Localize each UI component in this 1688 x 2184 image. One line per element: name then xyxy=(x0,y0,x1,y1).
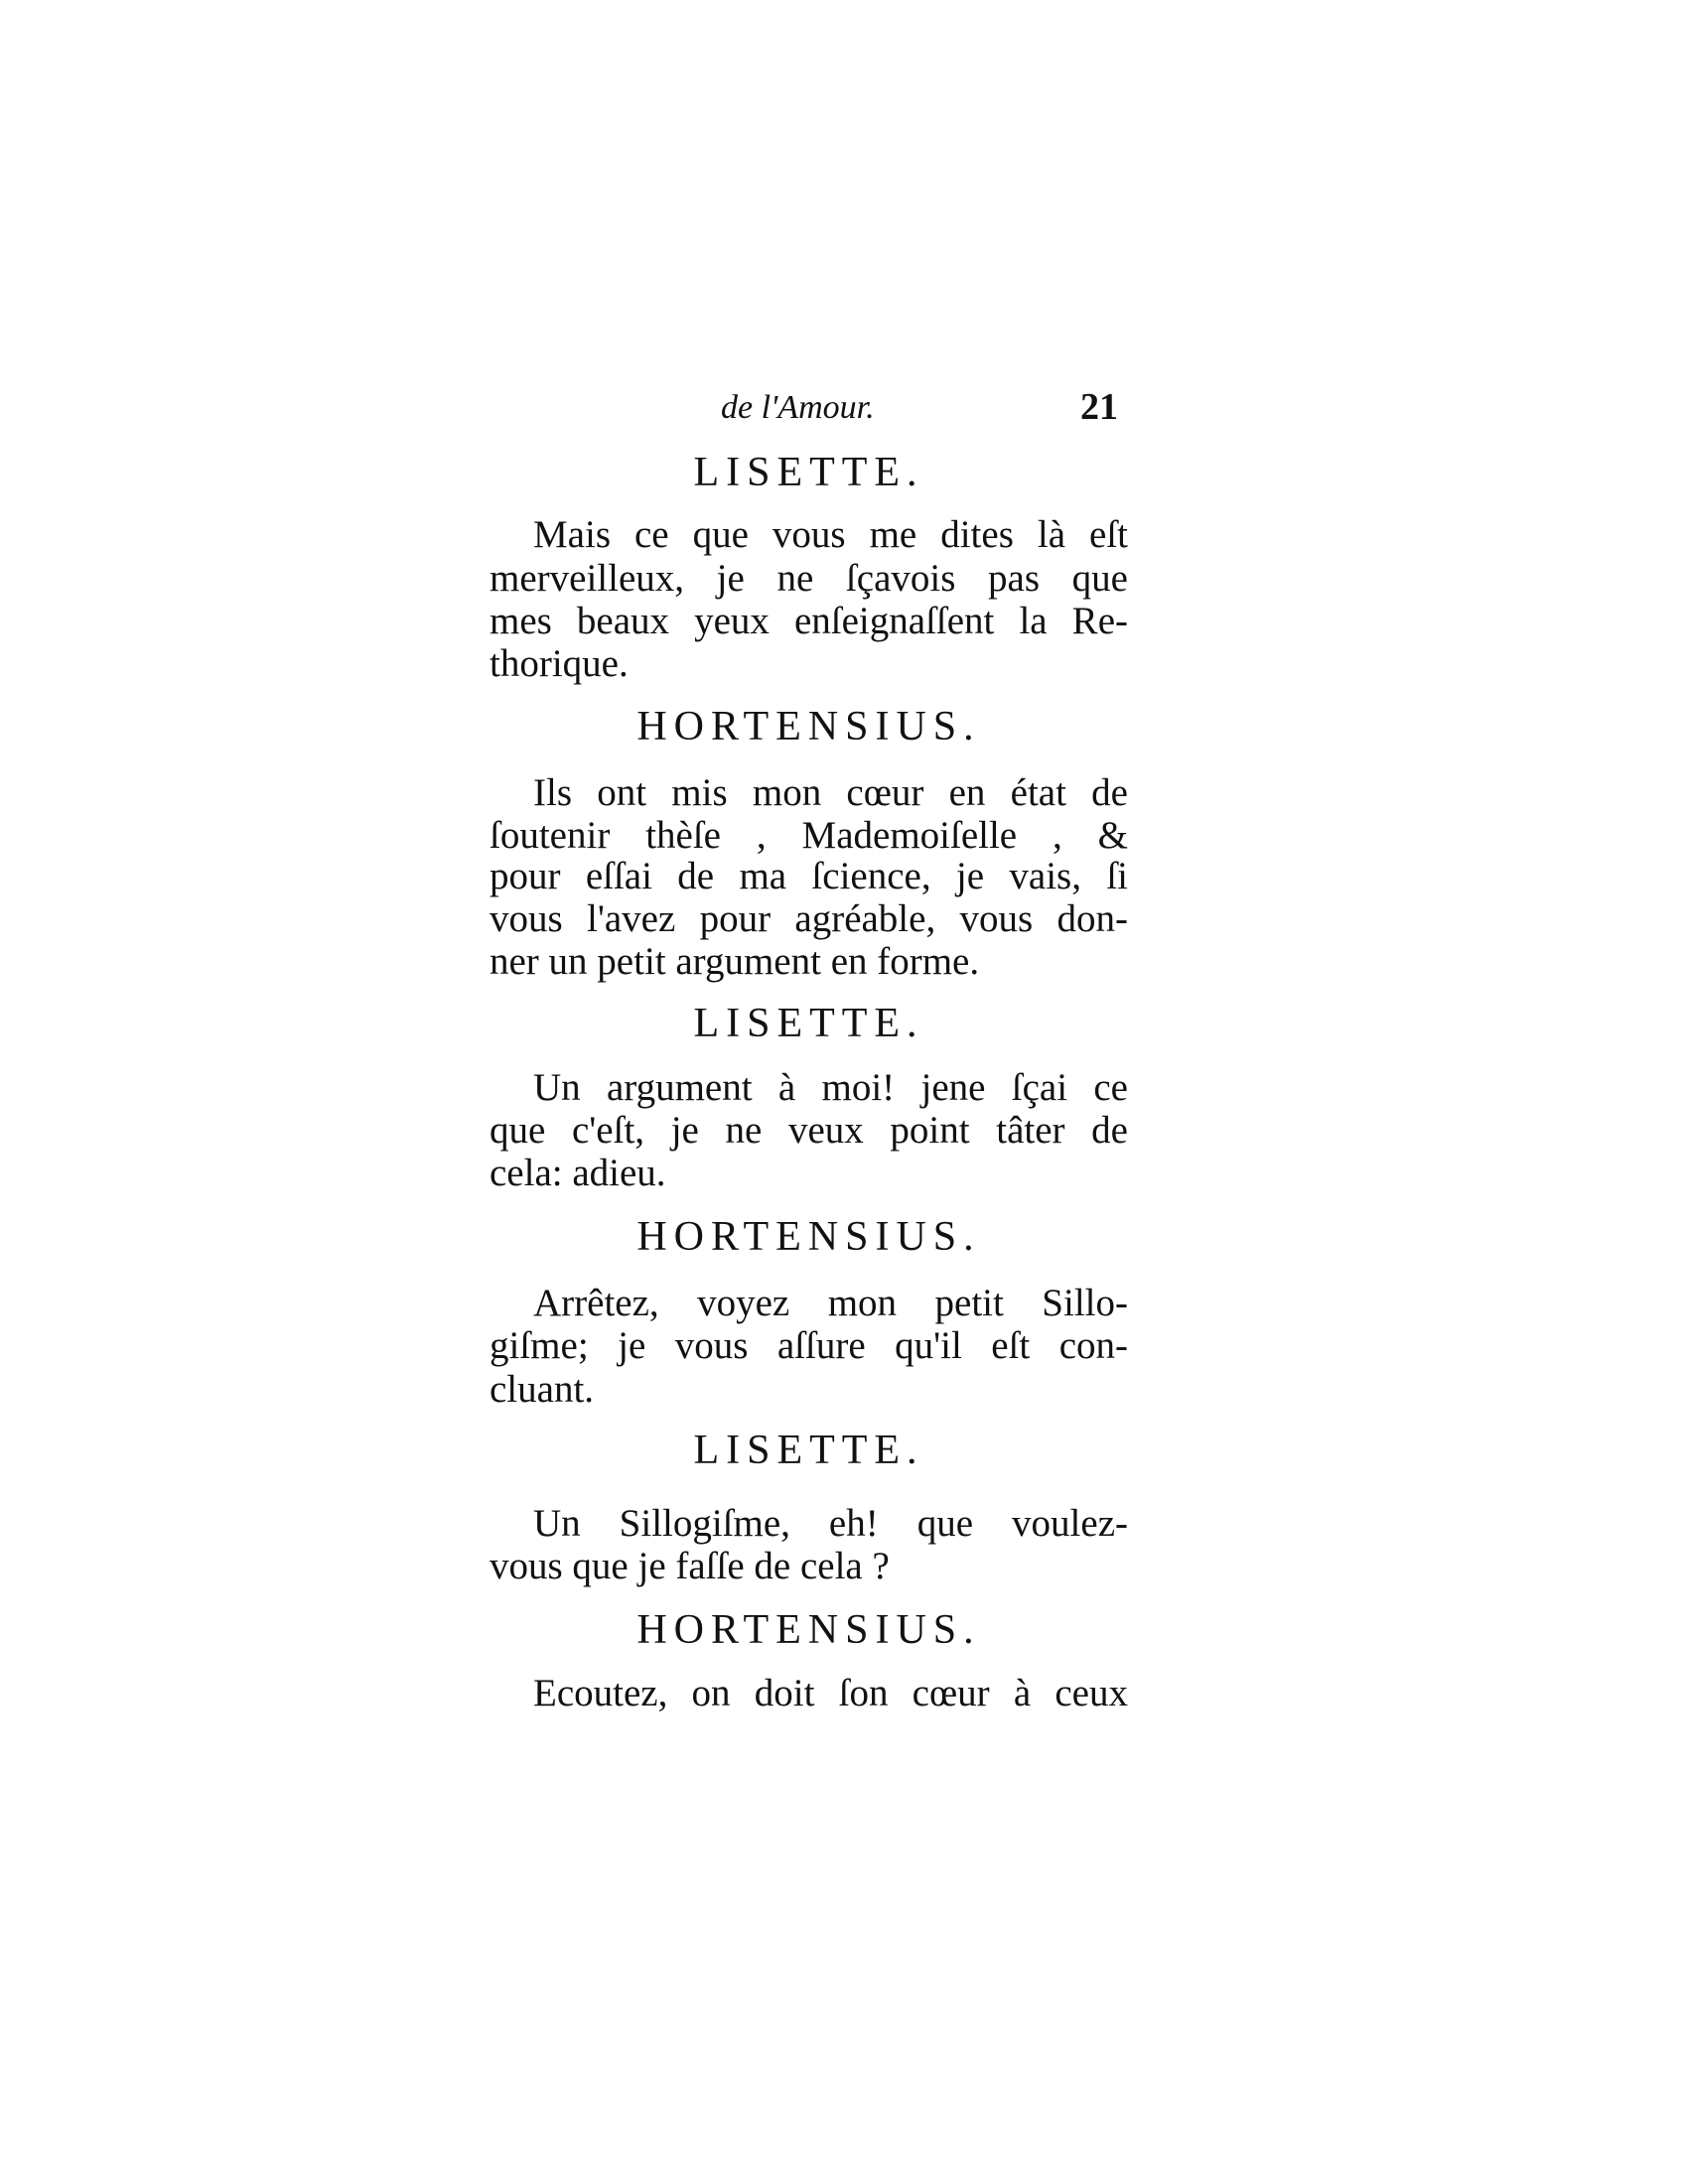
text-line: cela: adieu. xyxy=(490,1152,666,1194)
speaker-heading: LISETTE. xyxy=(693,1428,924,1473)
text-line: merveilleux, je ne ſçavois pas que xyxy=(490,557,1128,600)
text-line: vous l'avez pour agréable, vous don- xyxy=(490,897,1128,940)
speaker-heading: LISETTE. xyxy=(693,450,924,495)
text-line: que c'eſt, je ne veux point tâter de xyxy=(490,1109,1128,1152)
text-line: ſoutenir thèſe , Mademoiſelle , & xyxy=(490,814,1128,857)
running-title: de l'Amour. xyxy=(721,389,875,426)
page-number: 21 xyxy=(1080,386,1118,428)
text-line: pour eſſai de ma ſcience, je vais, ſi xyxy=(490,855,1128,897)
text-line: vous que je faſſe de cela ? xyxy=(490,1545,890,1587)
text-line: thorique. xyxy=(490,642,629,685)
text-line: Mais ce que vous me dites là eſt xyxy=(533,513,1128,556)
text-line: Ils ont mis mon cœur en état de xyxy=(533,771,1128,814)
text-line: ner un petit argument en forme. xyxy=(490,940,980,983)
speaker-heading: LISETTE. xyxy=(693,1001,924,1046)
text-line: cluant. xyxy=(490,1368,595,1411)
text-line: giſme; je vous aſſure qu'il eſt con- xyxy=(490,1324,1128,1367)
text-line: Un argument à moi! jene ſçai ce xyxy=(533,1066,1128,1109)
text-line: Ecoutez, on doit ſon cœur à ceux xyxy=(533,1672,1128,1714)
text-line: mes beaux yeux enſeignaſſent la Re- xyxy=(490,600,1128,642)
speaker-heading: HORTENSIUS. xyxy=(636,1214,981,1260)
text-line: Un Sillogiſme, eh! que voulez- xyxy=(533,1502,1128,1545)
speaker-heading: HORTENSIUS. xyxy=(636,704,981,750)
speaker-heading: HORTENSIUS. xyxy=(636,1607,981,1653)
text-line: Arrêtez, voyez mon petit Sillo- xyxy=(533,1282,1128,1324)
